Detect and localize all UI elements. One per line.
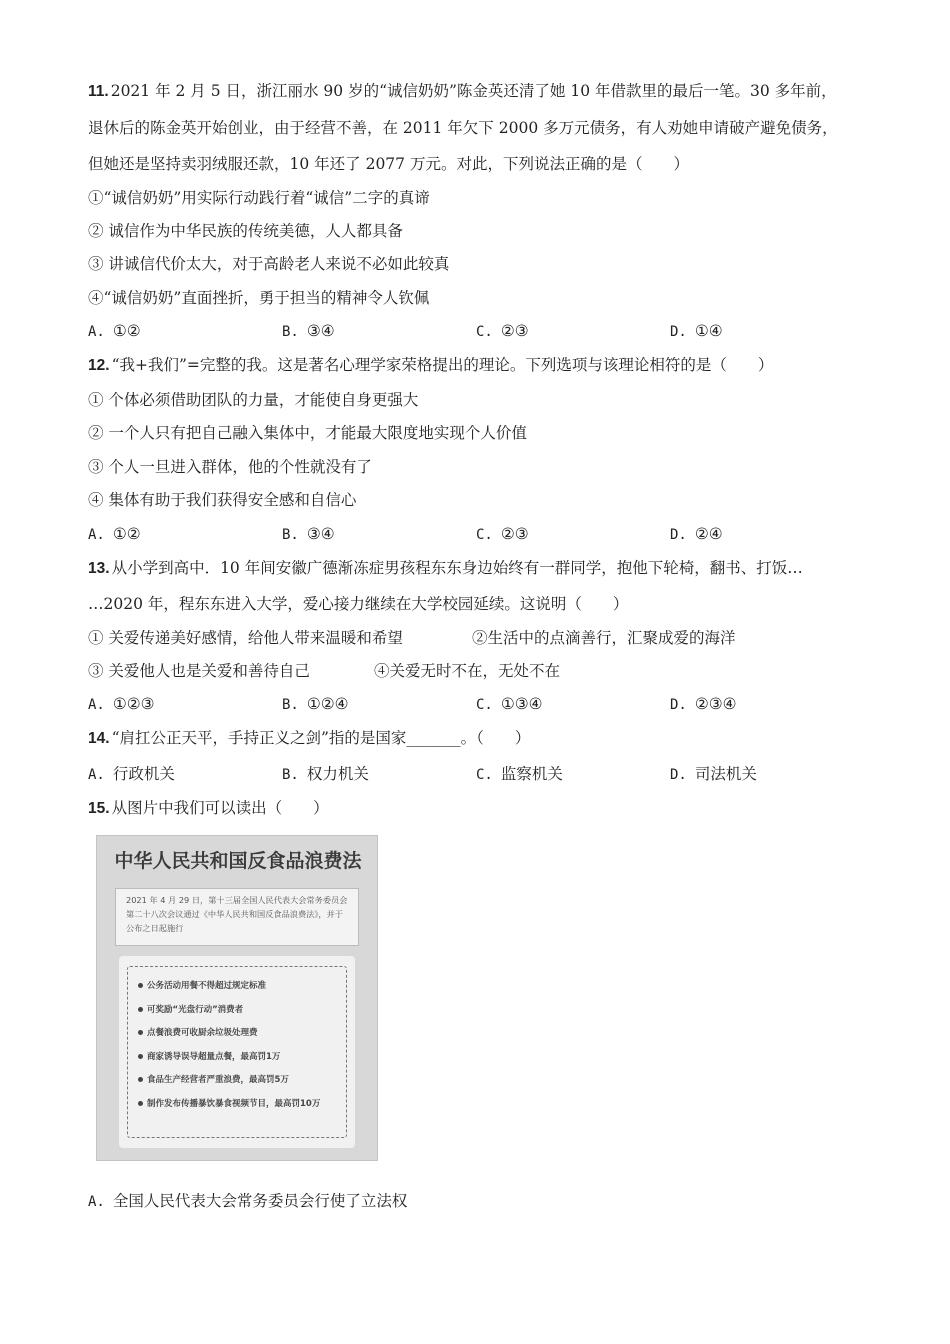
q11-item-2: ② 诚信作为中华民族的传统美德，人人都具备 xyxy=(88,222,403,240)
poster-bullet-6: 制作发布传播暴饮暴食视频节目，最高罚10万 xyxy=(138,1093,320,1117)
q15-stem xyxy=(88,797,329,820)
anti-food-waste-law-poster xyxy=(96,835,378,1161)
q12-item-4: ④ 集体有助于我们获得安全感和自信心 xyxy=(88,491,357,509)
q12-item-2: ② 一个人只有把自己融入集体中，才能最大限度地实现个人价值 xyxy=(88,424,527,442)
q11-stem-line1 xyxy=(88,80,837,103)
q13-stem-line1 xyxy=(88,557,803,580)
bullet-dot-icon xyxy=(138,1007,143,1012)
q12-option-a[interactable]: A. ①② xyxy=(88,525,141,543)
poster-notice: 2021 年 4 月 29 日，第十三届全国人民代表大会常务委员会第二十八次会议通过《中华人民共和国反食品浪费法》，并于公布之日起施行 xyxy=(115,888,359,946)
bullet-dot-icon xyxy=(138,983,143,988)
q12-stem xyxy=(88,354,773,377)
q11-option-b[interactable]: B. ③④ xyxy=(282,322,335,340)
q12-text-1: “我+我们”=完整的我。这是著名心理学家荣格提出的理论。下列选项与该理论相符的是（ ） xyxy=(111,356,774,374)
q11-option-c[interactable]: C. ②③ xyxy=(476,322,529,340)
poster-bullet-4: 商家诱导误导超量点餐，最高罚1万 xyxy=(138,1046,320,1070)
q13-option-a[interactable]: A. ①②③ xyxy=(88,695,155,713)
q14-stem xyxy=(88,727,530,750)
q11-stem-line3: 但她还是坚持卖羽绒服还款，10 年还了 2077 万元。对此，下列说法正确的是（ ） xyxy=(88,155,689,173)
bullet-dot-icon xyxy=(138,1030,143,1035)
q13-text-1: 从小学到高中．10 年间安徽广德渐冻症男孩程东东身边始终有一群同学，抱他下轮椅，翻书、打饭… xyxy=(111,559,803,577)
q15-number: 15. xyxy=(88,800,110,817)
q12-option-c[interactable]: C. ②③ xyxy=(476,525,529,543)
q14-number: 14. xyxy=(88,730,110,747)
q11-option-a[interactable]: A. ①② xyxy=(88,322,141,340)
poster-dashed-box xyxy=(127,966,347,1138)
poster-bullet-list xyxy=(138,975,320,1116)
poster-bullet-5: 食品生产经营者严重浪费，最高罚5万 xyxy=(138,1069,320,1093)
poster-bullet-3: 点餐浪费可收厨余垃圾处理费 xyxy=(138,1022,320,1046)
q12-item-1: ① 个体必须借助团队的力量，才能使自身更强大 xyxy=(88,391,419,409)
q14-option-c[interactable]: C. 监察机关 xyxy=(476,765,563,783)
q12-option-d[interactable]: D. ②④ xyxy=(670,525,723,543)
bullet-dot-icon xyxy=(138,1054,143,1059)
q13-stem-line2: …2020 年，程东东进入大学，爱心接力继续在大学校园延续。这说明（ ） xyxy=(88,595,629,613)
q14-option-b[interactable]: B. 权力机关 xyxy=(282,765,369,783)
q14-text-1: “肩扛公正天平，手持正义之剑”指的是国家_______。（ ） xyxy=(111,729,531,747)
q15-option-a[interactable]: A. 全国人民代表大会常务委员会行使了立法权 xyxy=(88,1192,408,1210)
q15-text-1: 从图片中我们可以读出（ ） xyxy=(111,799,329,817)
q12-item-3: ③ 个人一旦进入群体，他的个性就没有了 xyxy=(88,458,372,476)
bullet-dot-icon xyxy=(138,1077,143,1082)
q11-item-1: ①“诚信奶奶”用实际行动践行着“诚信”二字的真谛 xyxy=(88,189,430,207)
q12-option-b[interactable]: B. ③④ xyxy=(282,525,335,543)
poster-panel xyxy=(119,956,355,1148)
q13-option-d[interactable]: D. ②③④ xyxy=(670,695,737,713)
q13-item-1: ① 关爱传递美好感情，给他人带来温暖和希望 xyxy=(88,629,403,647)
q11-text-1: 2021 年 2 月 5 日，浙江丽水 90 岁的“诚信奶奶”陈金英还清了她 10 年借款里的最后一笔。30 多年前， xyxy=(110,82,837,100)
bullet-dot-icon xyxy=(138,1101,143,1106)
poster-bullet-1: 公务活动用餐不得超过规定标准 xyxy=(138,975,320,999)
q13-number: 13. xyxy=(88,560,110,577)
q11-item-3: ③ 讲诚信代价太大，对于高龄老人来说不必如此较真 xyxy=(88,255,450,273)
q13-option-b[interactable]: B. ①②④ xyxy=(282,695,349,713)
q13-item-2: ②生活中的点滴善行，汇聚成爱的海洋 xyxy=(472,629,736,647)
q13-option-c[interactable]: C. ①③④ xyxy=(476,695,543,713)
poster-bullet-2: 可奖励“光盘行动”消费者 xyxy=(138,999,320,1023)
q12-number: 12. xyxy=(88,357,110,374)
q11-item-4: ④“诚信奶奶”直面挫折，勇于担当的精神令人钦佩 xyxy=(88,289,430,307)
q13-item-3: ③ 关爱他人也是关爱和善待自己 xyxy=(88,662,310,680)
q14-option-d[interactable]: D. 司法机关 xyxy=(670,765,757,783)
q11-number: 11. xyxy=(88,83,109,100)
q11-stem-line2: 退休后的陈金英开始创业，由于经营不善，在 2011 年欠下 2000 多万元债务，有人劝她申请破产避免债务， xyxy=(88,119,838,137)
q11-option-d[interactable]: D. ①④ xyxy=(670,322,723,340)
poster-title: 中华人民共和国反食品浪费法 xyxy=(114,850,362,872)
q14-option-a[interactable]: A. 行政机关 xyxy=(88,765,175,783)
q13-item-4: ④关爱无时不在，无处不在 xyxy=(374,662,561,680)
